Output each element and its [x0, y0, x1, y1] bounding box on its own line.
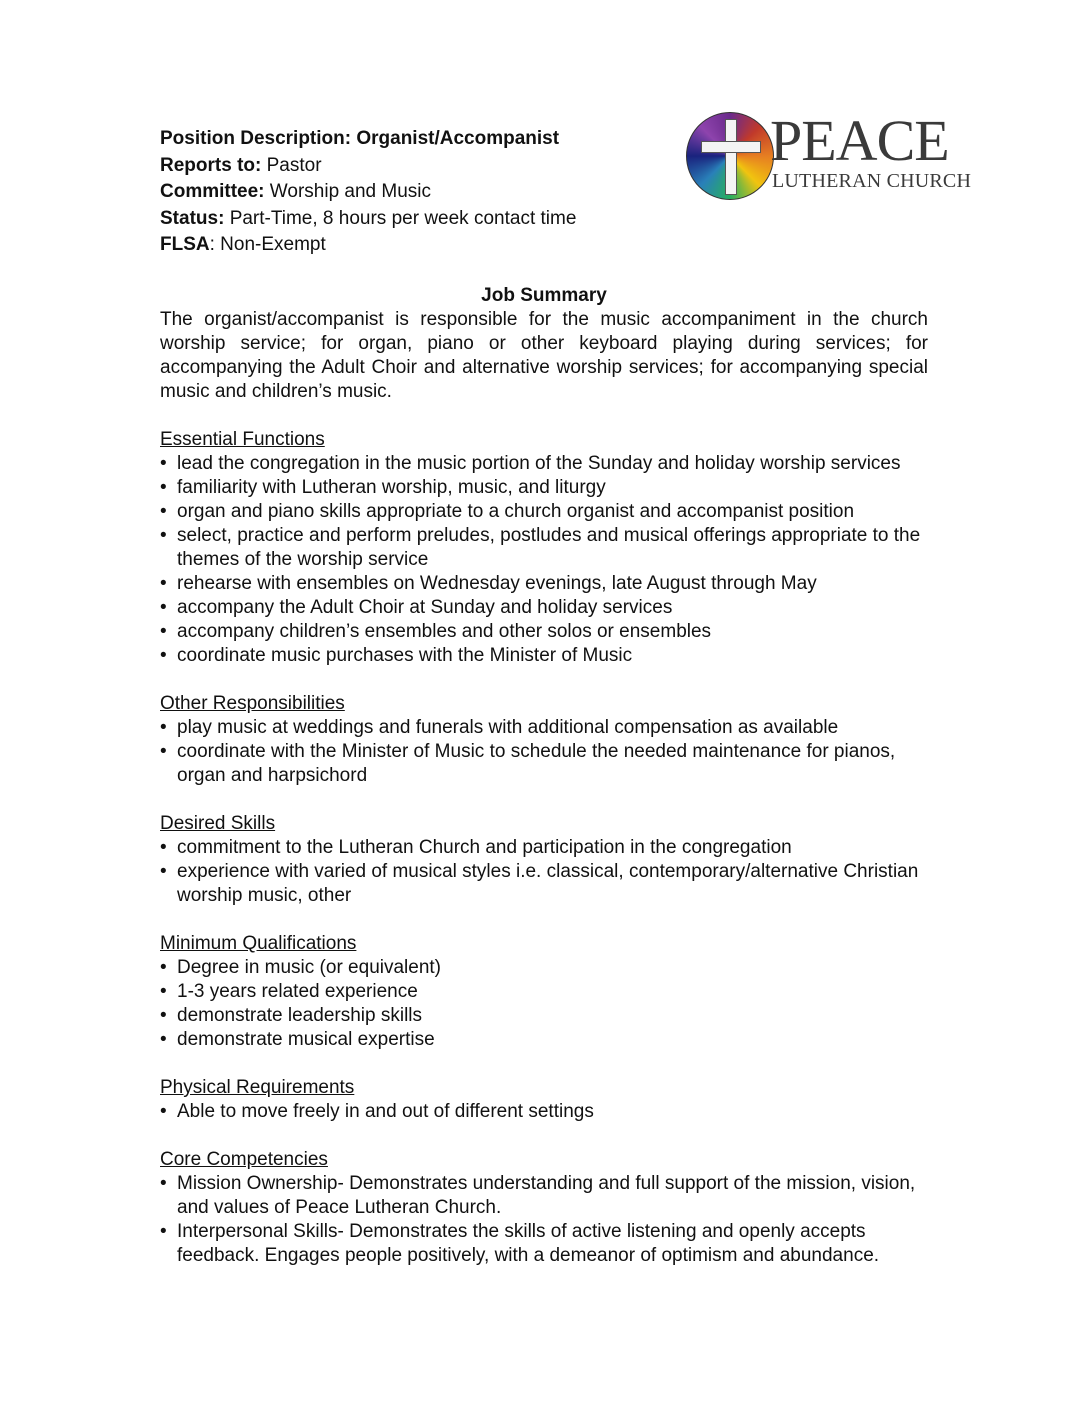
status-label: Status:	[160, 207, 225, 229]
list-item: • lead the congregation in the music portion of the Sunday and holiday worship services	[160, 452, 928, 476]
job-summary-text: The organist/accompanist is responsible for the music accompaniment in the church worship service; for organ, piano or other keyboard playing during services; for accompanying the Adult Choir and alternative worship services; for accompanying special music and children’s music.	[160, 309, 928, 402]
list-item: • accompany the Adult Choir at Sunday and holiday services	[160, 596, 928, 620]
flsa-value: : Non-Exempt	[209, 234, 326, 255]
status-row	[160, 206, 576, 233]
flsa-row	[160, 232, 576, 259]
list-item: • coordinate with the Minister of Music to schedule the needed maintenance for pianos, organ and harpsichord	[160, 740, 928, 788]
position-row	[160, 126, 576, 153]
list-item: • Degree in music (or equivalent)	[160, 956, 928, 980]
bullet-list	[160, 1100, 928, 1124]
stained-glass-cross-icon	[686, 112, 774, 200]
section-minimum-qualifications	[160, 932, 928, 1052]
list-item: • select, practice and perform preludes, postludes and musical offerings appropriate to the themes of the worship service	[160, 524, 928, 572]
committee-value: Worship and Music	[269, 181, 432, 202]
status-value: Part-Time, 8 hours per week contact time	[229, 207, 577, 229]
section-physical-requirements	[160, 1076, 928, 1124]
bullet-list	[160, 1172, 928, 1268]
list-item: • experience with varied of musical styles i.e. classical, contemporary/alternative Christian worship music, other	[160, 860, 928, 908]
list-item: • 1-3 years related experience	[160, 980, 928, 1004]
flsa-label: FLSA	[160, 234, 210, 255]
bullet-list	[160, 836, 928, 908]
bullet-list	[160, 452, 928, 668]
section-title: Core Competencies	[160, 1149, 328, 1170]
list-item: • demonstrate musical expertise	[160, 1028, 928, 1052]
committee-row	[160, 179, 576, 206]
logo-subtitle: LUTHERAN CHURCH	[772, 170, 972, 192]
list-item: • play music at weddings and funerals with additional compensation as available	[160, 716, 928, 740]
logo-name: PEACE	[770, 108, 949, 173]
job-summary-title: Job Summary	[481, 285, 607, 306]
section-core-competencies	[160, 1148, 928, 1268]
bullet-list	[160, 956, 928, 1052]
position-label: Position Description:	[160, 128, 352, 149]
section-title: Essential Functions	[160, 429, 325, 450]
section-desired-skills	[160, 812, 928, 908]
section-title: Desired Skills	[160, 813, 276, 834]
sections	[160, 428, 928, 1268]
reports-label: Reports to:	[160, 154, 262, 176]
list-item: • coordinate music purchases with the Minister of Music	[160, 644, 928, 668]
section-title: Minimum Qualifications	[160, 933, 357, 954]
list-item: • Interpersonal Skills- Demonstrates the skills of active listening and openly accepts feedback. Engages people positively, with a demeanor of optimism and abundance.	[160, 1220, 928, 1268]
list-item: • Able to move freely in and out of different settings	[160, 1100, 928, 1124]
list-item: • familiarity with Lutheran worship, music, and liturgy	[160, 476, 928, 500]
reports-value: Pastor	[266, 154, 322, 176]
list-item: • organ and piano skills appropriate to a church organist and accompanist position	[160, 500, 928, 524]
list-item: • accompany children’s ensembles and other solos or ensembles	[160, 620, 928, 644]
section-title: Other Responsibilities	[160, 693, 345, 714]
position-header	[160, 126, 576, 259]
list-item: • Mission Ownership- Demonstrates understanding and full support of the mission, vision, and values of Peace Lutheran Church.	[160, 1172, 928, 1220]
list-item: • rehearse with ensembles on Wednesday evenings, late August through May	[160, 572, 928, 596]
section-essential-functions	[160, 428, 928, 668]
document-body	[160, 284, 928, 1268]
bullet-list	[160, 716, 928, 788]
church-logo	[686, 108, 972, 200]
section-title: Physical Requirements	[160, 1077, 355, 1098]
committee-label: Committee:	[160, 181, 265, 202]
reports-row	[160, 153, 576, 180]
position-value: Organist/Accompanist	[356, 128, 560, 149]
section-other-responsibilities	[160, 692, 928, 788]
list-item: • commitment to the Lutheran Church and participation in the congregation	[160, 836, 928, 860]
list-item: • demonstrate leadership skills	[160, 1004, 928, 1028]
